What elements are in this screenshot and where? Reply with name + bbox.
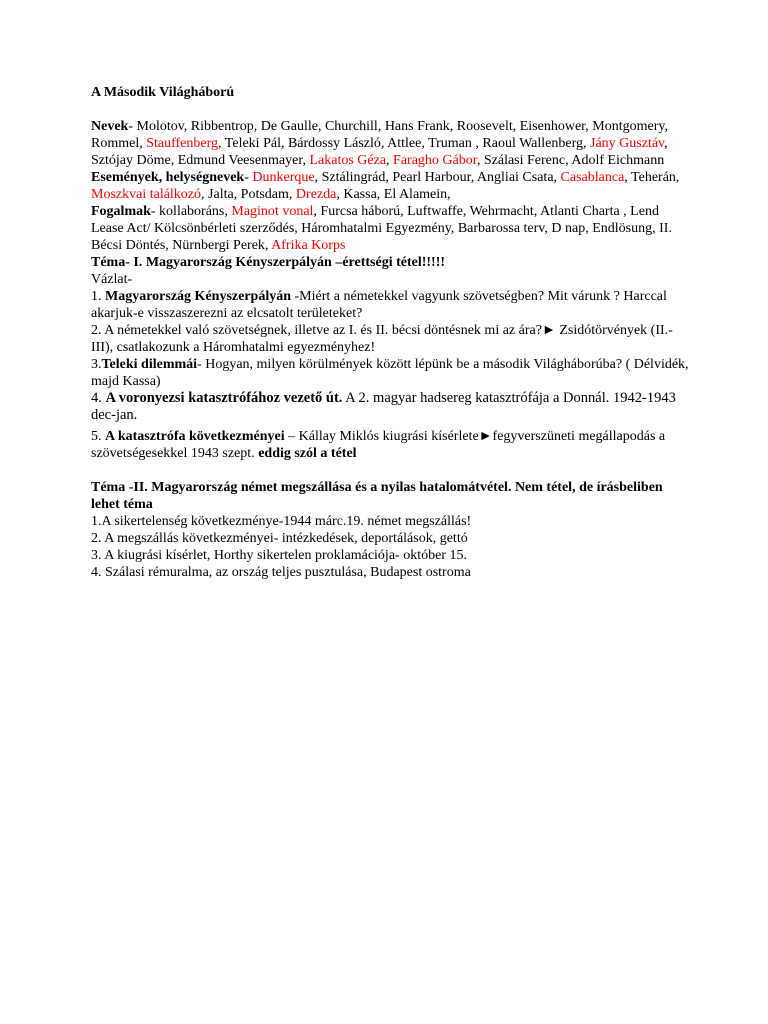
paragraph-esemenyek bbox=[91, 169, 691, 203]
text: 5. bbox=[91, 429, 105, 444]
label-fogalmak: Fogalmak bbox=[91, 204, 151, 219]
paragraph-nevek bbox=[91, 118, 691, 169]
highlight-name: Lakatos Géza bbox=[309, 153, 387, 168]
text: - bbox=[244, 170, 253, 185]
item-bold: A katasztrófa következményei bbox=[105, 429, 285, 444]
text: - Molotov, Ribbentrop, De Gaulle, Churchill, Hans Frank, Roosevelt, Eisenhower, Montgomery, Rommel, bbox=[91, 119, 668, 151]
highlight-name: Faragho Gábor bbox=[393, 153, 477, 168]
tema1-item-3 bbox=[91, 356, 691, 390]
highlight-name: Stauffenberg bbox=[146, 136, 219, 151]
document-title: A Második Világháború bbox=[91, 85, 235, 100]
text: , Sztójay Döme, Edmund Veesenmayer, bbox=[91, 136, 668, 168]
text: 2. A németekkel való szövetségnek, illetve az I. és II. bécsi döntésnek mi az ára? bbox=[91, 323, 542, 338]
tema1-item-2 bbox=[91, 322, 691, 356]
text: Zsidótörvények (II.-III), csatlakozunk a Háromhatalmi egyezményhez! bbox=[91, 323, 673, 355]
arrow-icon: ► bbox=[478, 429, 493, 444]
highlight-term: Maginot vonal bbox=[231, 204, 314, 219]
arrow-icon: ► bbox=[541, 323, 556, 338]
item-bold: Magyarország Kényszerpályán bbox=[105, 289, 291, 304]
text: , Jalta, Potsdam, bbox=[201, 187, 296, 202]
spacer bbox=[91, 101, 691, 118]
tema2-heading: Téma -II. Magyarország német megszállása és a nyilas hatalomátvétel. Nem tétel, de írásbeliben lehet téma bbox=[91, 480, 663, 512]
document-body bbox=[91, 84, 691, 581]
text: A 2. magyar hadsereg katasztrófája a Donnál. 1942-1943 dec-jan. bbox=[91, 390, 676, 423]
highlight-term: Afrika Korps bbox=[271, 238, 346, 253]
tema2-item: 1.A sikertelenség következménye-1944 márc.19. német megszállás! bbox=[91, 514, 472, 529]
item-bold: Teleki dilemmái bbox=[101, 357, 198, 372]
text: 4. bbox=[91, 390, 106, 406]
text: -Miért a németekkel vagyunk szövetségben? Mit várunk ? Harccal akarjuk-e visszaszerezni az elcsatolt területeket? bbox=[91, 289, 667, 321]
text: , bbox=[386, 153, 394, 168]
text: fegyverszüneti megállapodás a szövetségesekkel 1943 szept. bbox=[91, 429, 666, 461]
tema1-item-1 bbox=[91, 288, 691, 322]
text: , Sztálingrád, Pearl Harbour, Angliai Csata, bbox=[314, 170, 561, 185]
label-esemenyek: Események, helységnevek bbox=[91, 170, 245, 185]
item-bold: eddig szól a tétel bbox=[258, 446, 357, 461]
tema1-item-5 bbox=[91, 428, 691, 462]
text: – Kállay Miklós kiugrási kísérlete bbox=[284, 429, 479, 444]
text: , Kassa, El Alamein, bbox=[336, 187, 451, 202]
highlight-name: Jány Gusztáv bbox=[590, 136, 665, 151]
tema2-item: 4. Szálasi rémuralma, az ország teljes pusztulása, Budapest ostroma bbox=[91, 565, 471, 580]
text: - kollaboráns, bbox=[150, 204, 232, 219]
tema2-item: 2. A megszállás következményei- intézkedések, deportálások, gettó bbox=[91, 531, 468, 546]
text: 1. bbox=[91, 289, 105, 304]
tema2-item: 3. A kiugrási kísérlet, Horthy sikertelen proklamációja- október 15. bbox=[91, 548, 467, 563]
paragraph-fogalmak bbox=[91, 203, 691, 254]
item-bold: A voronyezsi katasztrófához vezető út. bbox=[105, 390, 343, 406]
text: , Teherán, bbox=[624, 170, 680, 185]
highlight-place: Casablanca bbox=[560, 170, 625, 185]
vazlat-label: Vázlat- bbox=[91, 272, 133, 287]
spacer bbox=[91, 462, 691, 479]
highlight-place: Moszkvai találkozó bbox=[91, 187, 202, 202]
text: 3. bbox=[91, 357, 102, 372]
label-nevek: Nevek bbox=[91, 119, 129, 134]
text: - Hogyan, milyen körülmények között lépünk be a második Világháborúba? ( Délvidék, majd Kassa) bbox=[91, 357, 689, 389]
highlight-place: Drezda bbox=[295, 187, 337, 202]
highlight-place: Dunkerque bbox=[252, 170, 315, 185]
text: , Teleki Pál, Bárdossy László, Attlee, Truman , Raoul Wallenberg, bbox=[218, 136, 591, 151]
text: , Furcsa háború, Luftwaffe, Wehrmacht, Atlanti Charta , Lend Lease Act/ Kölcsönbérleti szerződés, Háromhatalmi Egyezmény, Barbarossa terv, D nap, Endlösung, II. Bécsi Döntés, Nürnbergi Perek, bbox=[91, 204, 672, 253]
text: , Szálasi Ferenc, Adolf Eichmann bbox=[476, 153, 665, 168]
tema1-heading: Téma- I. Magyarország Kényszerpályán –érettségi tétel!!!!! bbox=[91, 255, 446, 270]
tema1-item-4 bbox=[91, 390, 691, 424]
